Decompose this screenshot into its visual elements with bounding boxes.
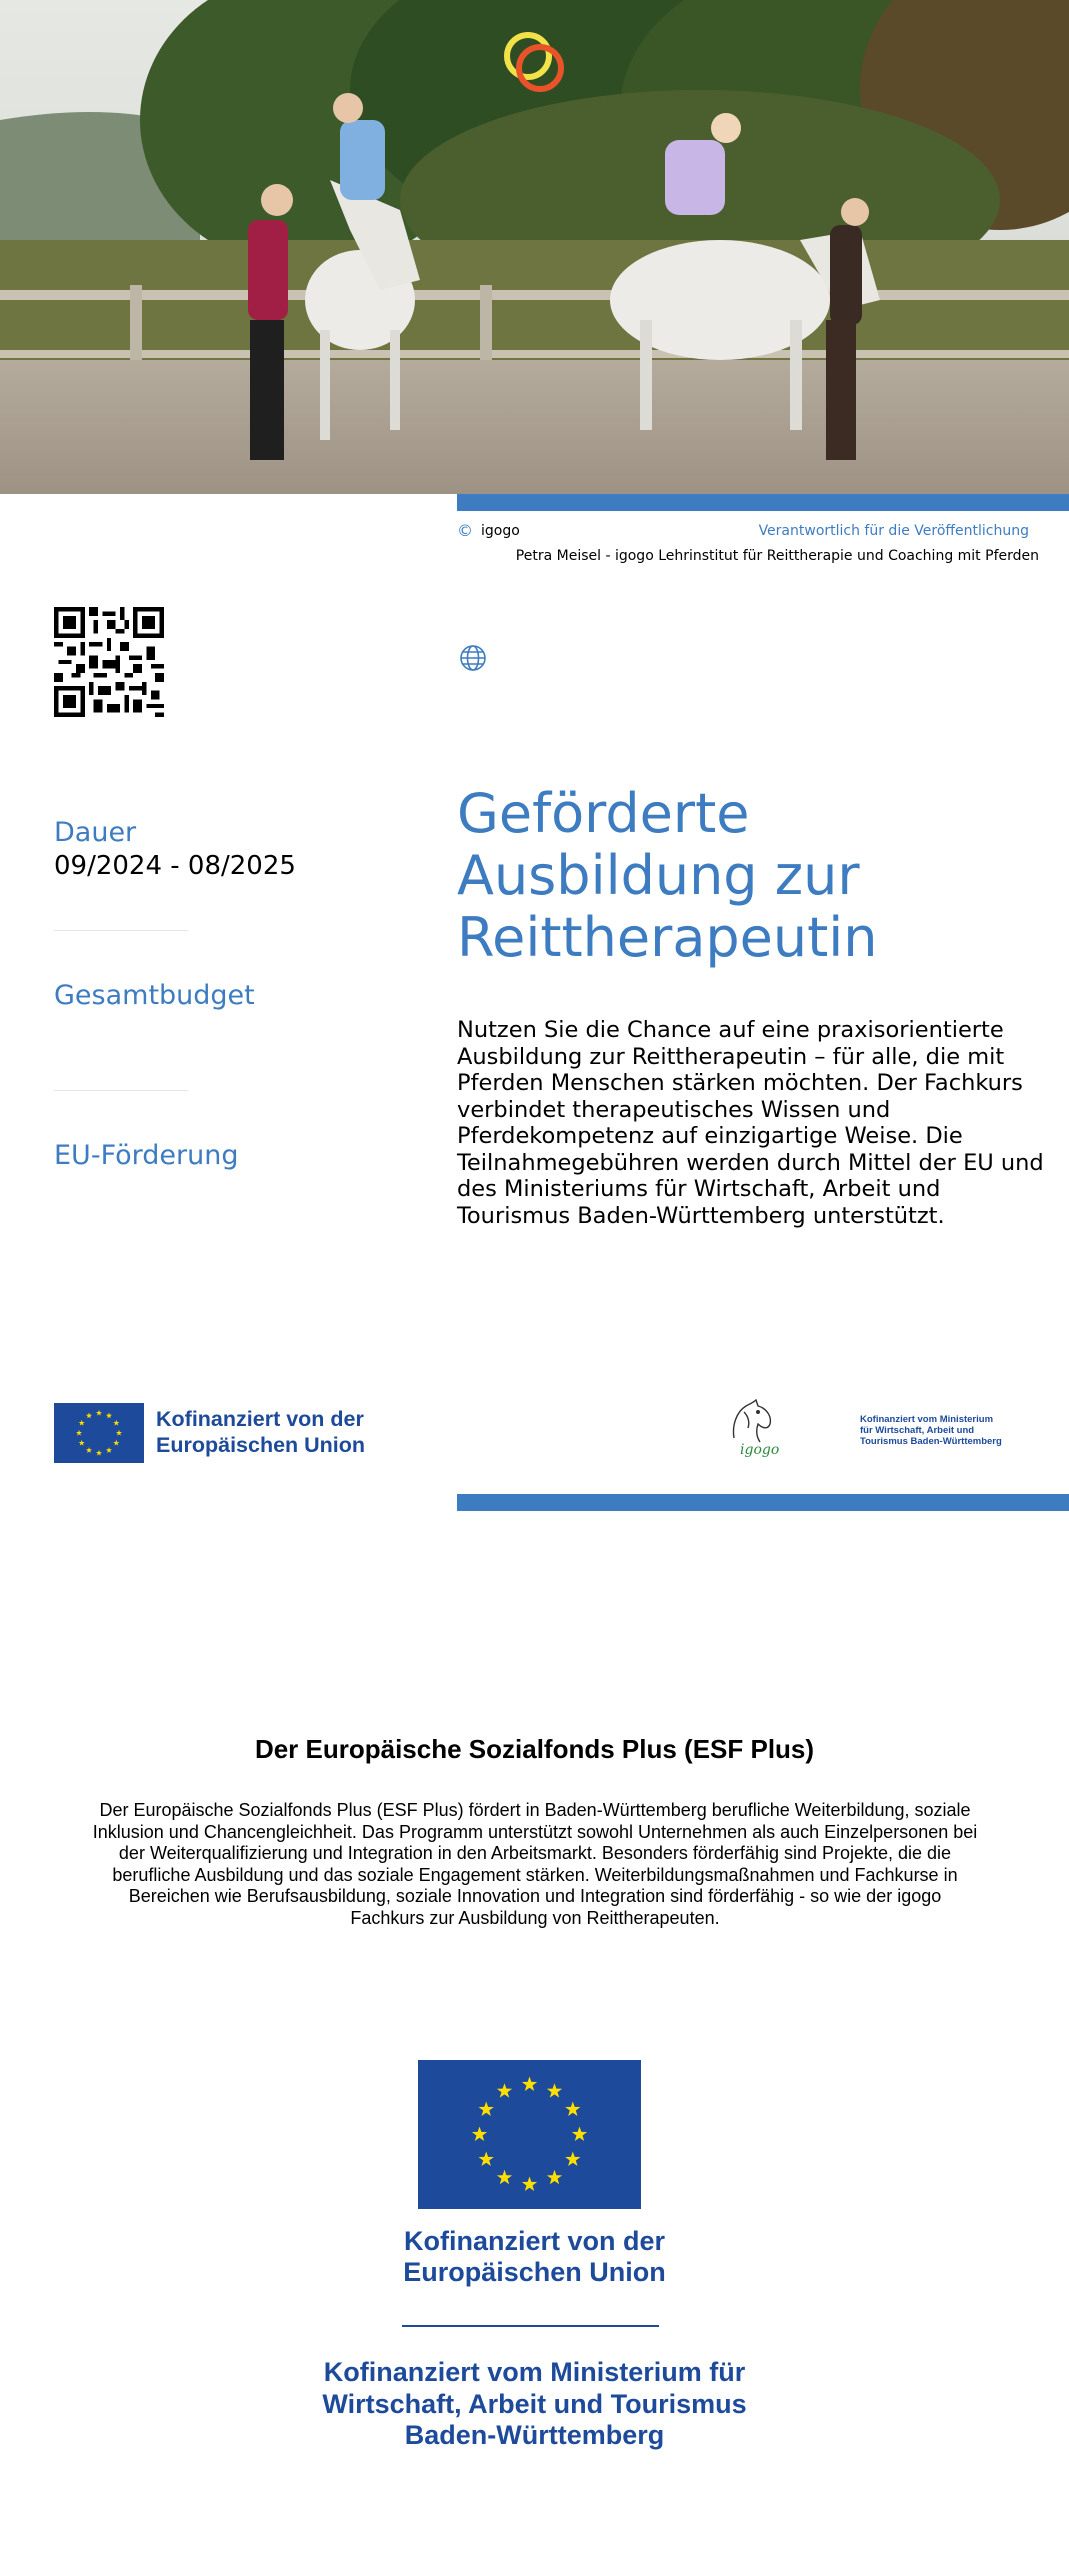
globe-icon[interactable] <box>459 644 487 672</box>
intro-text: Nutzen Sie die Chance auf eine praxisorientierte Ausbildung zur Reittherapeutin – für alle, die mit Pferden Menschen stärken möchten. Der Fachkurs verbindet therapeutisches Wissen und Pferdekompetenz auf einzigartige Weise. Die Teilnahmegebühren werden durch Mittel der EU und des Ministeriums für Wirtschaft, Arbeit und Tourismus Baden-Württemberg unterstützt. <box>457 1017 1044 1229</box>
accent-bar-top <box>457 494 1069 511</box>
duration-value: 09/2024 - 08/2025 <box>54 851 296 881</box>
divider <box>54 930 188 931</box>
svg-text:igogo: igogo <box>740 1442 780 1458</box>
title-line: Reittherapeutin <box>457 906 878 969</box>
esf-heading: Der Europäische Sozialfonds Plus (ESF Plus) <box>254 1734 815 1764</box>
eu-flag-icon <box>54 1403 144 1463</box>
ministry-cofinanced-text: Kofinanziert vom Ministerium für Wirtschaft, Arbeit und Tourismus Baden-Württemberg <box>860 1414 1002 1447</box>
eu-funding-label: EU-Förderung <box>54 1140 239 1171</box>
eu-cofinanced-text-large: Kofinanziert von der Europäischen Union <box>403 2226 666 2287</box>
responsible-name: Petra Meisel - igogo Lehrinstitut für Reittherapie und Coaching mit Pferden <box>515 548 1039 564</box>
divider <box>54 1090 188 1091</box>
esf-description: Der Europäische Sozialfonds Plus (ESF Plus) fördert in Baden-Württemberg berufliche Weiterbildung, soziale Inklusion und Chancengleichheit. Das Programm unterstützt sowohl Unternehmen als auch Einzelpersonen bei der Weiterqualifizierung und Integration in den Arbeitsmarkt. Besonders förderfähig sind Projekte, die die berufliche Ausbildung und das soziale Engagement stärken. Weiterbildungsmaßnahmen und Fachkurse in Bereichen wie Berufsausbildung, soziale Innovation und Integration sind förderfähig - so wie der igogo Fachkurs zur Ausbildung von Reittherapeuten. <box>92 1800 978 1928</box>
eu-flag-icon-large <box>418 2060 641 2209</box>
accent-bar-bottom <box>457 1494 1069 1511</box>
ministry-cofinanced-text-large: Kofinanziert vom Ministerium für Wirtschaft, Arbeit und Tourismus Baden-Württemberg <box>322 2357 747 2450</box>
qr-code[interactable] <box>54 607 164 717</box>
logo-divider <box>402 2325 659 2327</box>
eu-cofinanced-text: Kofinanziert von der Europäischen Union <box>156 1407 366 1457</box>
hero-photo <box>0 0 1069 494</box>
duration-label: Dauer <box>54 817 137 848</box>
igogo-horse-logo <box>726 1398 782 1458</box>
title-line: Ausbildung zur <box>457 844 860 907</box>
photo-credit <box>457 521 520 540</box>
responsible-label: Verantwortlich für die Veröffentlichung <box>758 523 1029 539</box>
title-line: Geförderte <box>457 782 750 845</box>
budget-label: Gesamtbudget <box>54 980 255 1011</box>
photo-credit-owner: igogo <box>481 522 520 539</box>
copyright-icon: © <box>457 521 473 540</box>
page-title <box>457 783 1037 969</box>
